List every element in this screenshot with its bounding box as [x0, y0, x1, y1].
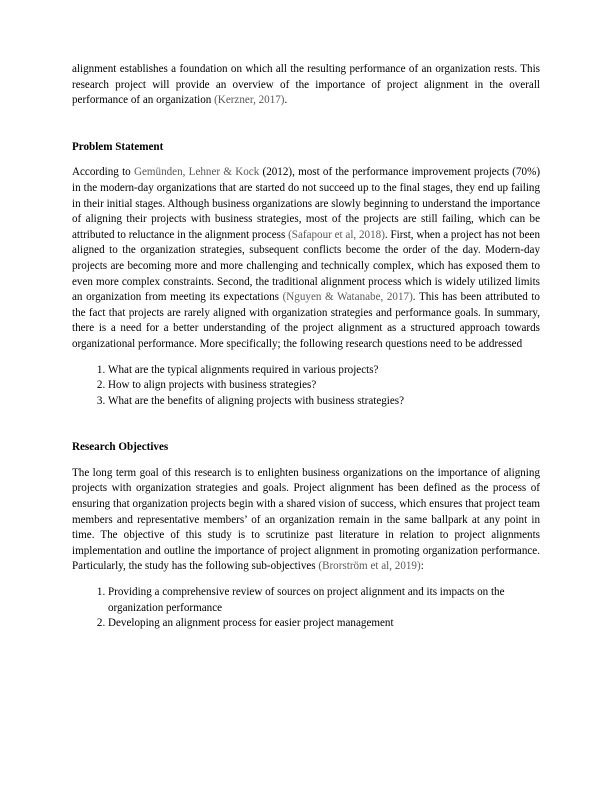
- problem-citation-2: (Safapour et al, 2018): [288, 228, 385, 241]
- research-questions-list: [72, 363, 540, 410]
- intro-end: .: [284, 94, 288, 107]
- objectives-citation: (Brorström et al, 2019): [318, 560, 421, 573]
- intro-citation: (Kerzner, 2017): [214, 94, 285, 107]
- problem-citation-3: (Nguyen & Watanabe, 2017): [282, 291, 413, 304]
- intro-text: alignment establishes a foundation on which all the resulting performance of an organization rests. This research project will provide an overview of the importance of project alignment in the overall performance of an organization: [72, 63, 540, 107]
- problem-text-2: (2012), most of the performance improvement projects (70%) in the modern-day organizations that are started do not succeed up to the final stages, they end up failing in their initial stages. Although business organizations are slowly beginning to understand the importance of aligning their projects with business strategies, most of the projects are still failing, which can be attributed to reluctance in the alignment process: [72, 166, 541, 241]
- problem-text-1: According to: [72, 166, 134, 179]
- objectives-paragraph: [72, 466, 540, 575]
- problem-heading: Problem Statement: [72, 140, 164, 153]
- list-item: 2. Developing an alignment process for easier project management: [108, 616, 540, 632]
- list-item: 2. How to align projects with business strategies?: [108, 378, 540, 394]
- problem-text-3: . First, when a project has not been aligned to the organization strategies, subsequent conflicts become the order of the day. Modern-day projects are becoming more and more challenging and technically complex, which has exposed them to even more complex constraints. Second, the traditional alignment process which is widely utilized limits an organization from meeting its expectations: [72, 228, 540, 304]
- intro-paragraph: [72, 62, 540, 109]
- objectives-text-1: The long term goal of this research is to enlighten business organizations on the importance of aligning projects with organization strategies and goals. Project alignment has been defined as the process of ensuring that organization projects begin with a shared vision of success, which ensures that project team members and representative members’ of an organization remain in the same ballpark at any point in time. The objective of this study is to scrutinize past literature in relation to project alignments implementation and outline the importance of project alignment in promoting organization performance. Particularly, the study has the following sub-objectives: [72, 466, 540, 573]
- sub-objectives-list: [72, 585, 540, 632]
- problem-citation-1: Gemünden, Lehner & Kock: [133, 166, 260, 179]
- problem-paragraph: [72, 165, 540, 352]
- list-item: 1. What are the typical alignments required in various projects?: [108, 363, 540, 379]
- objectives-text-2: :: [420, 560, 424, 573]
- objectives-heading: Research Objectives: [72, 441, 169, 454]
- list-item: 3. What are the benefits of aligning projects with business strategies?: [108, 394, 540, 410]
- list-item: 1. Providing a comprehensive review of sources on project alignment and its impacts on the organization performance: [108, 585, 540, 616]
- problem-text-4: . This has been attributed to the fact that projects are rarely aligned with organization strategies and performance goals. In summary, there is a need for a better understanding of the project alignment as a structured approach towards organizational performance. More specifically; the following research questions need to be addressed: [72, 291, 540, 350]
- document-page: [72, 62, 540, 632]
